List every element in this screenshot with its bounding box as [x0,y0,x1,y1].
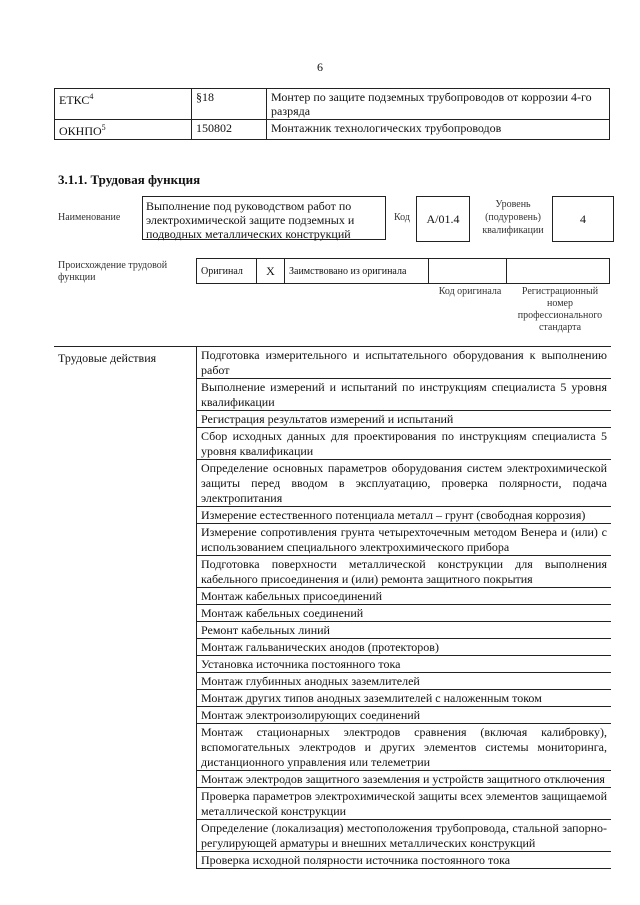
labor-action-item: Монтаж других типов анодных заземлителей с наложенным током [197,690,611,707]
reg-number-label: Регистрационный номер профессионального стандарта [517,286,603,333]
labor-action-item: Проверка параметров электрохимической защиты всех элементов защищаемой металлической конструкции [197,788,611,820]
labor-action-item: Монтаж кабельных соединений [197,605,611,622]
function-name: Выполнение под руководством работ по электрохимической защите подземных и подводных металлических конструкций [142,196,386,240]
labor-action-item: Измерение естественного потенциала металл – грунт (свободная коррозия) [197,507,611,524]
table-row [55,89,610,120]
labor-action-item: Подготовка поверхности металлической конструкции для выполнения кабельного присоединения и (или) ремонта защитного покрытия [197,556,611,588]
reg-number-cell [507,259,609,283]
borrowed-label: Заимствовано из оригинала [285,259,429,283]
original-mark: X [257,259,285,283]
classifier-name: Монтер по защите подземных трубопроводов от коррозии 4-го разряда [267,89,610,120]
section-title: 3.1.1. Трудовая функция [58,172,201,187]
classifier-table [54,88,610,140]
name-label: Наименование [58,212,121,223]
labor-action-item: Выполнение измерений и испытаний по инструкциям специалиста 5 уровня квалификации [197,379,611,411]
code-label: Код [394,212,410,223]
labor-action-item: Регистрация результатов измерений и испытаний [197,411,611,428]
code-original-cell [429,259,507,283]
labor-action-item: Проверка исходной полярности источника постоянного тока [197,852,611,869]
labor-actions-label: Трудовые действия [54,346,196,881]
labor-action-item: Подготовка измерительного и испытательного оборудования к выполнению работ [197,347,611,379]
labor-action-item: Установка источника постоянного тока [197,656,611,673]
function-level: 4 [552,196,614,242]
labor-action-item: Монтаж гальванических анодов (протекторов) [197,639,611,656]
labor-action-item: Определение основных параметров оборудования систем электрохимической защиты перед вводом в эксплуатацию, проверка полярности, подача электропитания [197,460,611,507]
labor-action-item: Монтаж электродов защитного заземления и устройств защитного отключения [197,771,611,788]
labor-action-item: Измерение сопротивления грунта четырехточечным методом Венера и (или) с использованием специального электрохимического прибора [197,524,611,556]
table-row [55,120,610,140]
function-code: A/01.4 [416,196,470,242]
classifier-number: 150802 [192,120,267,140]
original-label: Оригинал [197,259,257,283]
labor-action-item: Ремонт кабельных линий [197,622,611,639]
origin-row [196,258,610,284]
code-original-label: Код оригинала [438,286,502,297]
labor-action-item: Монтаж стационарных электродов сравнения (включая калибровку), вспомогательных электродов и других элементов системы мониторинга, дистанционного управления или телеметрии [197,724,611,771]
labor-action-item: Монтаж кабельных присоединений [197,588,611,605]
labor-action-item: Определение (локализация) местоположения трубопровода, стальной запорно-регулирующей арматуры и внешних металлических конструкций [197,820,611,852]
labor-actions-list [196,346,611,869]
level-label: Уровень (подуровень) квалификации [482,199,544,236]
page-number: 6 [317,60,323,74]
classifier-code: ОКНПО$^5$ [55,120,192,140]
classifier-number: §18 [192,89,267,120]
labor-action-item: Монтаж электроизолирующих соединений [197,707,611,724]
labor-action-item: Сбор исходных данных для проектирования по инструкциям специалиста 5 уровня квалификации [197,428,611,460]
classifier-name: Монтажник технологических трубопроводов [267,120,610,140]
labor-action-item: Монтаж глубинных анодных заземлителей [197,673,611,690]
origin-label: Происхождение трудовой функции [58,260,168,283]
classifier-code: ЕТКС$^4$ [55,89,192,120]
